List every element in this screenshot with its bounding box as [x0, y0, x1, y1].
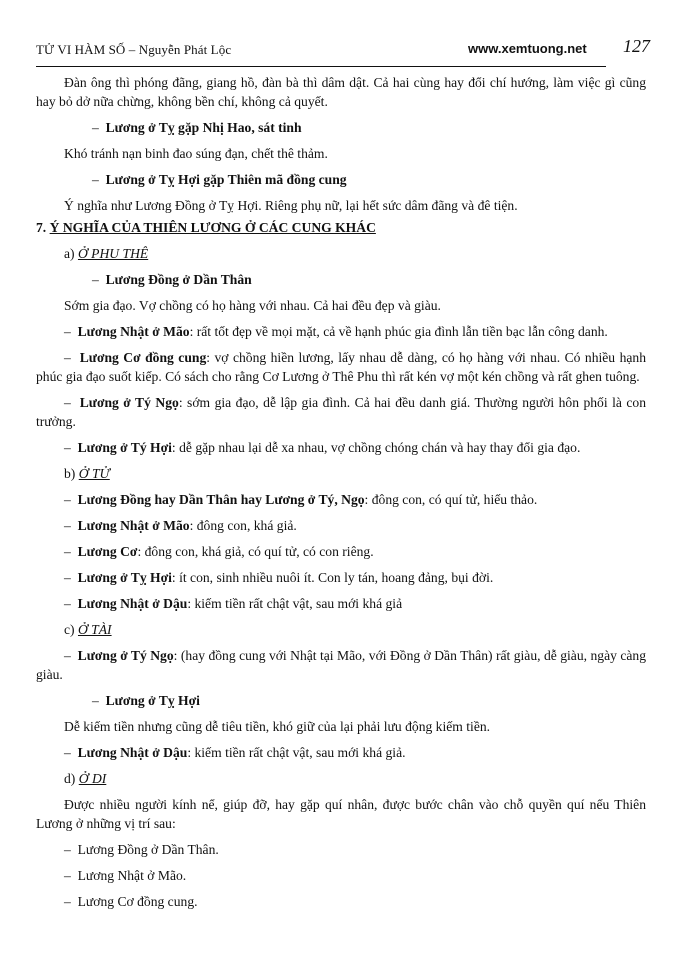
dash: –	[92, 120, 99, 135]
bullet-text: : kiếm tiền rất chật vật, sau mới khá giả.	[187, 745, 406, 760]
dash: –	[64, 440, 71, 455]
dash: –	[64, 868, 71, 883]
bullet-heading	[36, 170, 646, 189]
bullet-title: Lương ở Tỵ gặp Nhị Hao, sát tinh	[105, 120, 302, 135]
bullet-item	[36, 743, 646, 762]
subsection-label: a)	[64, 246, 75, 261]
dash: –	[64, 842, 71, 857]
subsection-heading-b	[36, 464, 646, 483]
bullet-item	[36, 516, 646, 535]
bullet-heading	[36, 118, 646, 137]
bullet-text: : kiếm tiền rất chật vật, sau mới khá giả	[187, 596, 403, 611]
book-title: TỬ VI HÀM SỐ – Nguyễn Phát Lộc	[36, 42, 232, 57]
bullet-title: Lương Cơ đồng cung	[79, 350, 207, 365]
dash: –	[92, 693, 99, 708]
bullet-heading	[36, 270, 646, 289]
bullet-item	[36, 490, 646, 509]
dash: –	[64, 544, 71, 559]
dash: –	[64, 894, 71, 909]
paragraph: Sớm gia đạo. Vợ chồng có họ hàng với nhau. Cả hai đều đẹp và giàu.	[64, 298, 441, 313]
bullet-text: : đông con, khá giả, có quí tử, có con riêng.	[137, 544, 374, 559]
dash: –	[64, 492, 71, 507]
bullet-text: : vợ chồng hiền lương, lấy nhau dễ dàng, có họ hàng với nhau. Có nhiều hạnh phúc gia đạo suốt kiếp. Có sách cho rằng Cơ Lương ở Thê Phu thì rất kén vợ một kén chồng và rất ghen tuông.	[36, 350, 646, 384]
bullet-item	[36, 348, 646, 386]
bullet-text: : (hay đồng cung với Nhật tại Mão, với Đồng ở Dần Thân) rất giàu, dễ giàu, ngày càng giàu.	[36, 648, 646, 682]
paragraph-intro: Đàn ông thì phóng đãng, giang hồ, đàn bà thì dâm dật. Cả hai cùng hay đổi chí hướng, làm việc gì cũng hay bỏ dở nữa chừng, không bền chí, không cả quyết.	[36, 75, 646, 109]
dash: –	[64, 570, 71, 585]
bullet-title: Lương Cơ	[77, 544, 138, 559]
bullet-item	[36, 866, 646, 885]
bullet-item	[36, 840, 646, 859]
bullet-text: : ít con, sinh nhiều nuôi ít. Con ly tán, hoang đảng, bụi đời.	[171, 570, 494, 585]
dash: –	[64, 648, 71, 663]
paragraph: Ý nghĩa như Lương Đồng ở Tỵ Hợi. Riêng phụ nữ, lại hết sức dâm đãng và đê tiện.	[64, 198, 518, 213]
bullet-title: Lương Nhật ở Mão	[77, 324, 190, 339]
page-number: 127	[623, 36, 650, 56]
bullet-item	[36, 393, 646, 431]
dash: –	[92, 172, 99, 187]
subsection-title: Ở DI	[78, 771, 107, 786]
subsection-label: b)	[64, 466, 76, 481]
page-header	[36, 36, 686, 64]
bullet-text: Lương Đồng ở Dần Thân.	[77, 842, 219, 857]
paragraph: Được nhiều người kính nể, giúp đỡ, hay gặp quí nhân, được bước chân vào chỗ quyền quí nếu Thiên Lương ở những vị trí sau:	[36, 797, 646, 831]
subsection-label: c)	[64, 622, 75, 637]
bullet-item	[36, 568, 646, 587]
bullet-title: Lương ở Tỵ Hợi	[105, 693, 200, 708]
page-body	[36, 67, 646, 911]
bullet-item	[36, 542, 646, 561]
dash: –	[64, 324, 71, 339]
website-url: www.xemtuong.net	[468, 41, 587, 56]
subsection-heading-d	[36, 769, 646, 788]
bullet-text: : sớm gia đạo, dễ lập gia đình. Cả hai đều danh giá. Thường người hôn phối là con trưởng.	[36, 395, 646, 429]
bullet-title: Lương Nhật ở Dậu	[77, 745, 188, 760]
dash: –	[64, 350, 71, 365]
dash: –	[92, 272, 99, 287]
bullet-title: Lương Nhật ở Mão	[77, 518, 190, 533]
bullet-text: : dễ gặp nhau lại dễ xa nhau, vợ chồng chóng chán và hay thay đổi gia đạo.	[171, 440, 581, 455]
bullet-text: : đông con, có quí tử, hiếu thảo.	[364, 492, 538, 507]
dash: –	[64, 518, 71, 533]
subsection-heading-a	[36, 244, 646, 263]
subsection-heading-c	[36, 620, 646, 639]
section-number: 7.	[36, 220, 47, 235]
bullet-item	[36, 322, 646, 341]
bullet-title: Lương ở Tỵ Hợi	[77, 570, 172, 585]
paragraph: Khó tránh nạn binh đao súng đạn, chết thê thảm.	[64, 146, 328, 161]
bullet-item	[36, 438, 646, 457]
bullet-title: Lương Đồng hay Dần Thân hay Lương ở Tý, Ngọ	[77, 492, 365, 507]
section-title: Ý NGHĨA CỦA THIÊN LƯƠNG Ở CÁC CUNG KHÁC	[49, 220, 376, 235]
bullet-title: Lương ở Tý Ngọ	[79, 395, 179, 410]
bullet-text: : đông con, khá giả.	[189, 518, 297, 533]
bullet-text: Lương Cơ đồng cung.	[77, 894, 198, 909]
paragraph: Dễ kiếm tiền nhưng cũng dễ tiêu tiền, khó giữ của lại phải lưu động kiếm tiền.	[64, 719, 491, 734]
bullet-text: Lương Nhật ở Mão.	[77, 868, 187, 883]
subsection-title: Ở PHU THÊ	[77, 246, 149, 261]
bullet-item	[36, 646, 646, 684]
bullet-heading	[36, 691, 646, 710]
bullet-title: Lương ở Tỵ Hợi gặp Thiên mã đồng cung	[105, 172, 347, 187]
bullet-item	[36, 594, 646, 613]
bullet-title: Lương Nhật ở Dậu	[77, 596, 188, 611]
dash: –	[64, 745, 71, 760]
subsection-label: d)	[64, 771, 76, 786]
bullet-title: Lương ở Tý Hợi	[77, 440, 172, 455]
bullet-title: Lương Đồng ở Dần Thân	[105, 272, 252, 287]
bullet-title: Lương ở Tý Ngọ	[77, 648, 174, 663]
subsection-title: Ở TỬ	[78, 466, 110, 481]
bullet-text: : rất tốt đẹp về mọi mặt, cả về hạnh phúc gia đình lẫn tiền bạc lẫn công danh.	[189, 324, 608, 339]
section-heading	[36, 218, 646, 237]
subsection-title: Ở TÀI	[77, 622, 112, 637]
dash: –	[64, 596, 71, 611]
dash: –	[64, 395, 71, 410]
bullet-item	[36, 892, 646, 911]
